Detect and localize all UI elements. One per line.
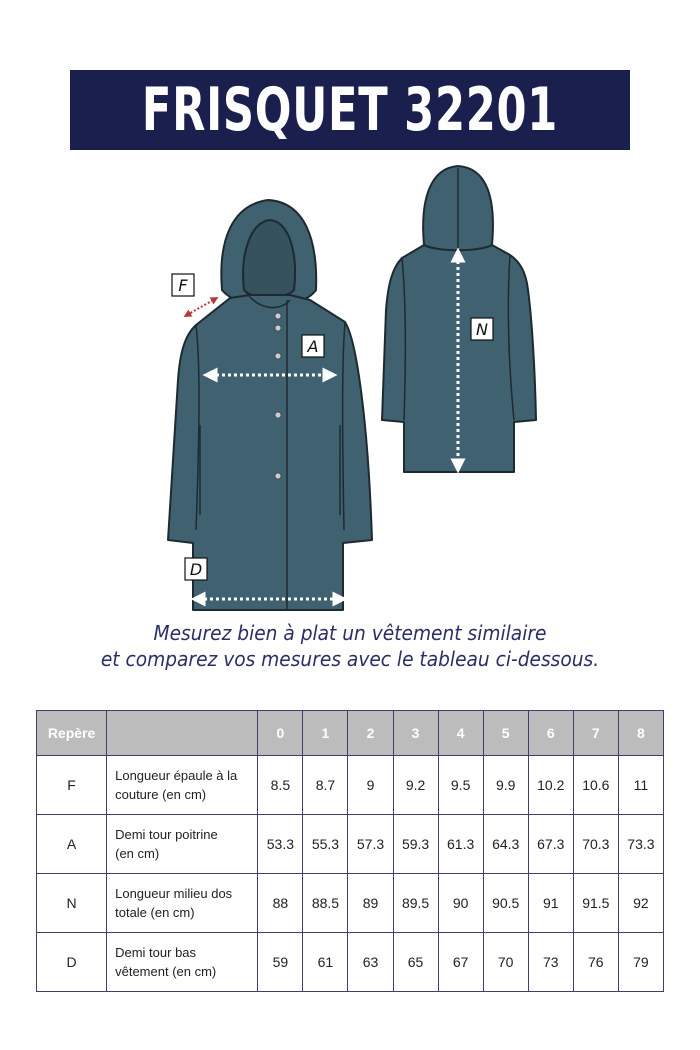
row-description-line: Demi tour poitrine	[115, 827, 218, 842]
header-size: 7	[573, 711, 618, 756]
table-cell: 67	[438, 933, 483, 992]
table-cell: 61	[303, 933, 348, 992]
table-cell: 11	[618, 756, 663, 815]
table-row	[37, 933, 664, 992]
table-cell: 73	[528, 933, 573, 992]
header-size: 1	[303, 711, 348, 756]
table-cell: 90.5	[483, 874, 528, 933]
table-cell: 10.6	[573, 756, 618, 815]
row-description-line: couture (en cm)	[115, 787, 207, 802]
table-cell: 88	[258, 874, 303, 933]
coat-back	[382, 166, 536, 472]
instructions-line-2: et comparez vos mesures avec le tableau ci-dessous.	[100, 647, 600, 671]
coat-illustration	[0, 160, 700, 620]
coat-front	[168, 200, 372, 610]
row-description	[107, 815, 258, 874]
row-marker: D	[37, 933, 107, 992]
table-cell: 9	[348, 756, 393, 815]
label-F: F	[178, 276, 188, 295]
header-size: 8	[618, 711, 663, 756]
table-cell: 9.2	[393, 756, 438, 815]
table-cell: 8.7	[303, 756, 348, 815]
table-cell: 73.3	[618, 815, 663, 874]
header-size: 6	[528, 711, 573, 756]
table-cell: 70	[483, 933, 528, 992]
table-cell: 9.5	[438, 756, 483, 815]
table-cell: 9.9	[483, 756, 528, 815]
row-description-line: Longueur milieu dos	[115, 886, 233, 901]
row-description-line: totale (en cm)	[115, 905, 195, 920]
table-cell: 70.3	[573, 815, 618, 874]
table-cell: 90	[438, 874, 483, 933]
row-marker: N	[37, 874, 107, 933]
row-description-line: Longueur épaule à la	[115, 768, 238, 783]
header-size: 0	[258, 711, 303, 756]
table-cell: 88.5	[303, 874, 348, 933]
table-cell: 63	[348, 933, 393, 992]
table-cell: 79	[618, 933, 663, 992]
table-cell: 89.5	[393, 874, 438, 933]
table-cell: 55.3	[303, 815, 348, 874]
label-box-A	[302, 335, 324, 357]
label-D: D	[189, 560, 203, 579]
row-description	[107, 756, 258, 815]
table-cell: 67.3	[528, 815, 573, 874]
title-banner	[70, 70, 630, 150]
table-cell: 92	[618, 874, 663, 933]
table-header-row	[37, 711, 664, 756]
header-marker: Repère	[37, 711, 107, 756]
table-cell: 65	[393, 933, 438, 992]
label-N: N	[476, 320, 488, 339]
row-marker: A	[37, 815, 107, 874]
table-cell: 64.3	[483, 815, 528, 874]
table-cell: 10.2	[528, 756, 573, 815]
table-cell: 91	[528, 874, 573, 933]
row-description	[107, 933, 258, 992]
table-cell: 76	[573, 933, 618, 992]
row-description	[107, 874, 258, 933]
label-box-D	[185, 558, 207, 580]
label-box-F	[172, 274, 194, 296]
table-cell: 91.5	[573, 874, 618, 933]
label-box-N	[471, 318, 493, 340]
row-marker: F	[37, 756, 107, 815]
instructions-line-1: Mesurez bien à plat un vêtement similaire	[153, 621, 547, 645]
header-size: 2	[348, 711, 393, 756]
row-description-line: vêtement (en cm)	[115, 964, 217, 979]
table-cell: 59.3	[393, 815, 438, 874]
page-title: FRISQUET 32201	[141, 75, 559, 145]
table-row	[37, 756, 664, 815]
label-A: A	[307, 337, 319, 356]
table-cell: 89	[348, 874, 393, 933]
table-cell: 59	[258, 933, 303, 992]
table-cell: 8.5	[258, 756, 303, 815]
header-size: 3	[393, 711, 438, 756]
row-description-line: (en cm)	[115, 846, 160, 861]
table-cell: 57.3	[348, 815, 393, 874]
header-size: 5	[483, 711, 528, 756]
table-row	[37, 815, 664, 874]
measurement-instructions	[0, 620, 700, 672]
header-description	[107, 711, 258, 756]
table-cell: 61.3	[438, 815, 483, 874]
table-cell: 53.3	[258, 815, 303, 874]
table-row	[37, 874, 664, 933]
row-description-line: Demi tour bas	[115, 945, 197, 960]
size-chart-table	[36, 710, 664, 992]
header-size: 4	[438, 711, 483, 756]
